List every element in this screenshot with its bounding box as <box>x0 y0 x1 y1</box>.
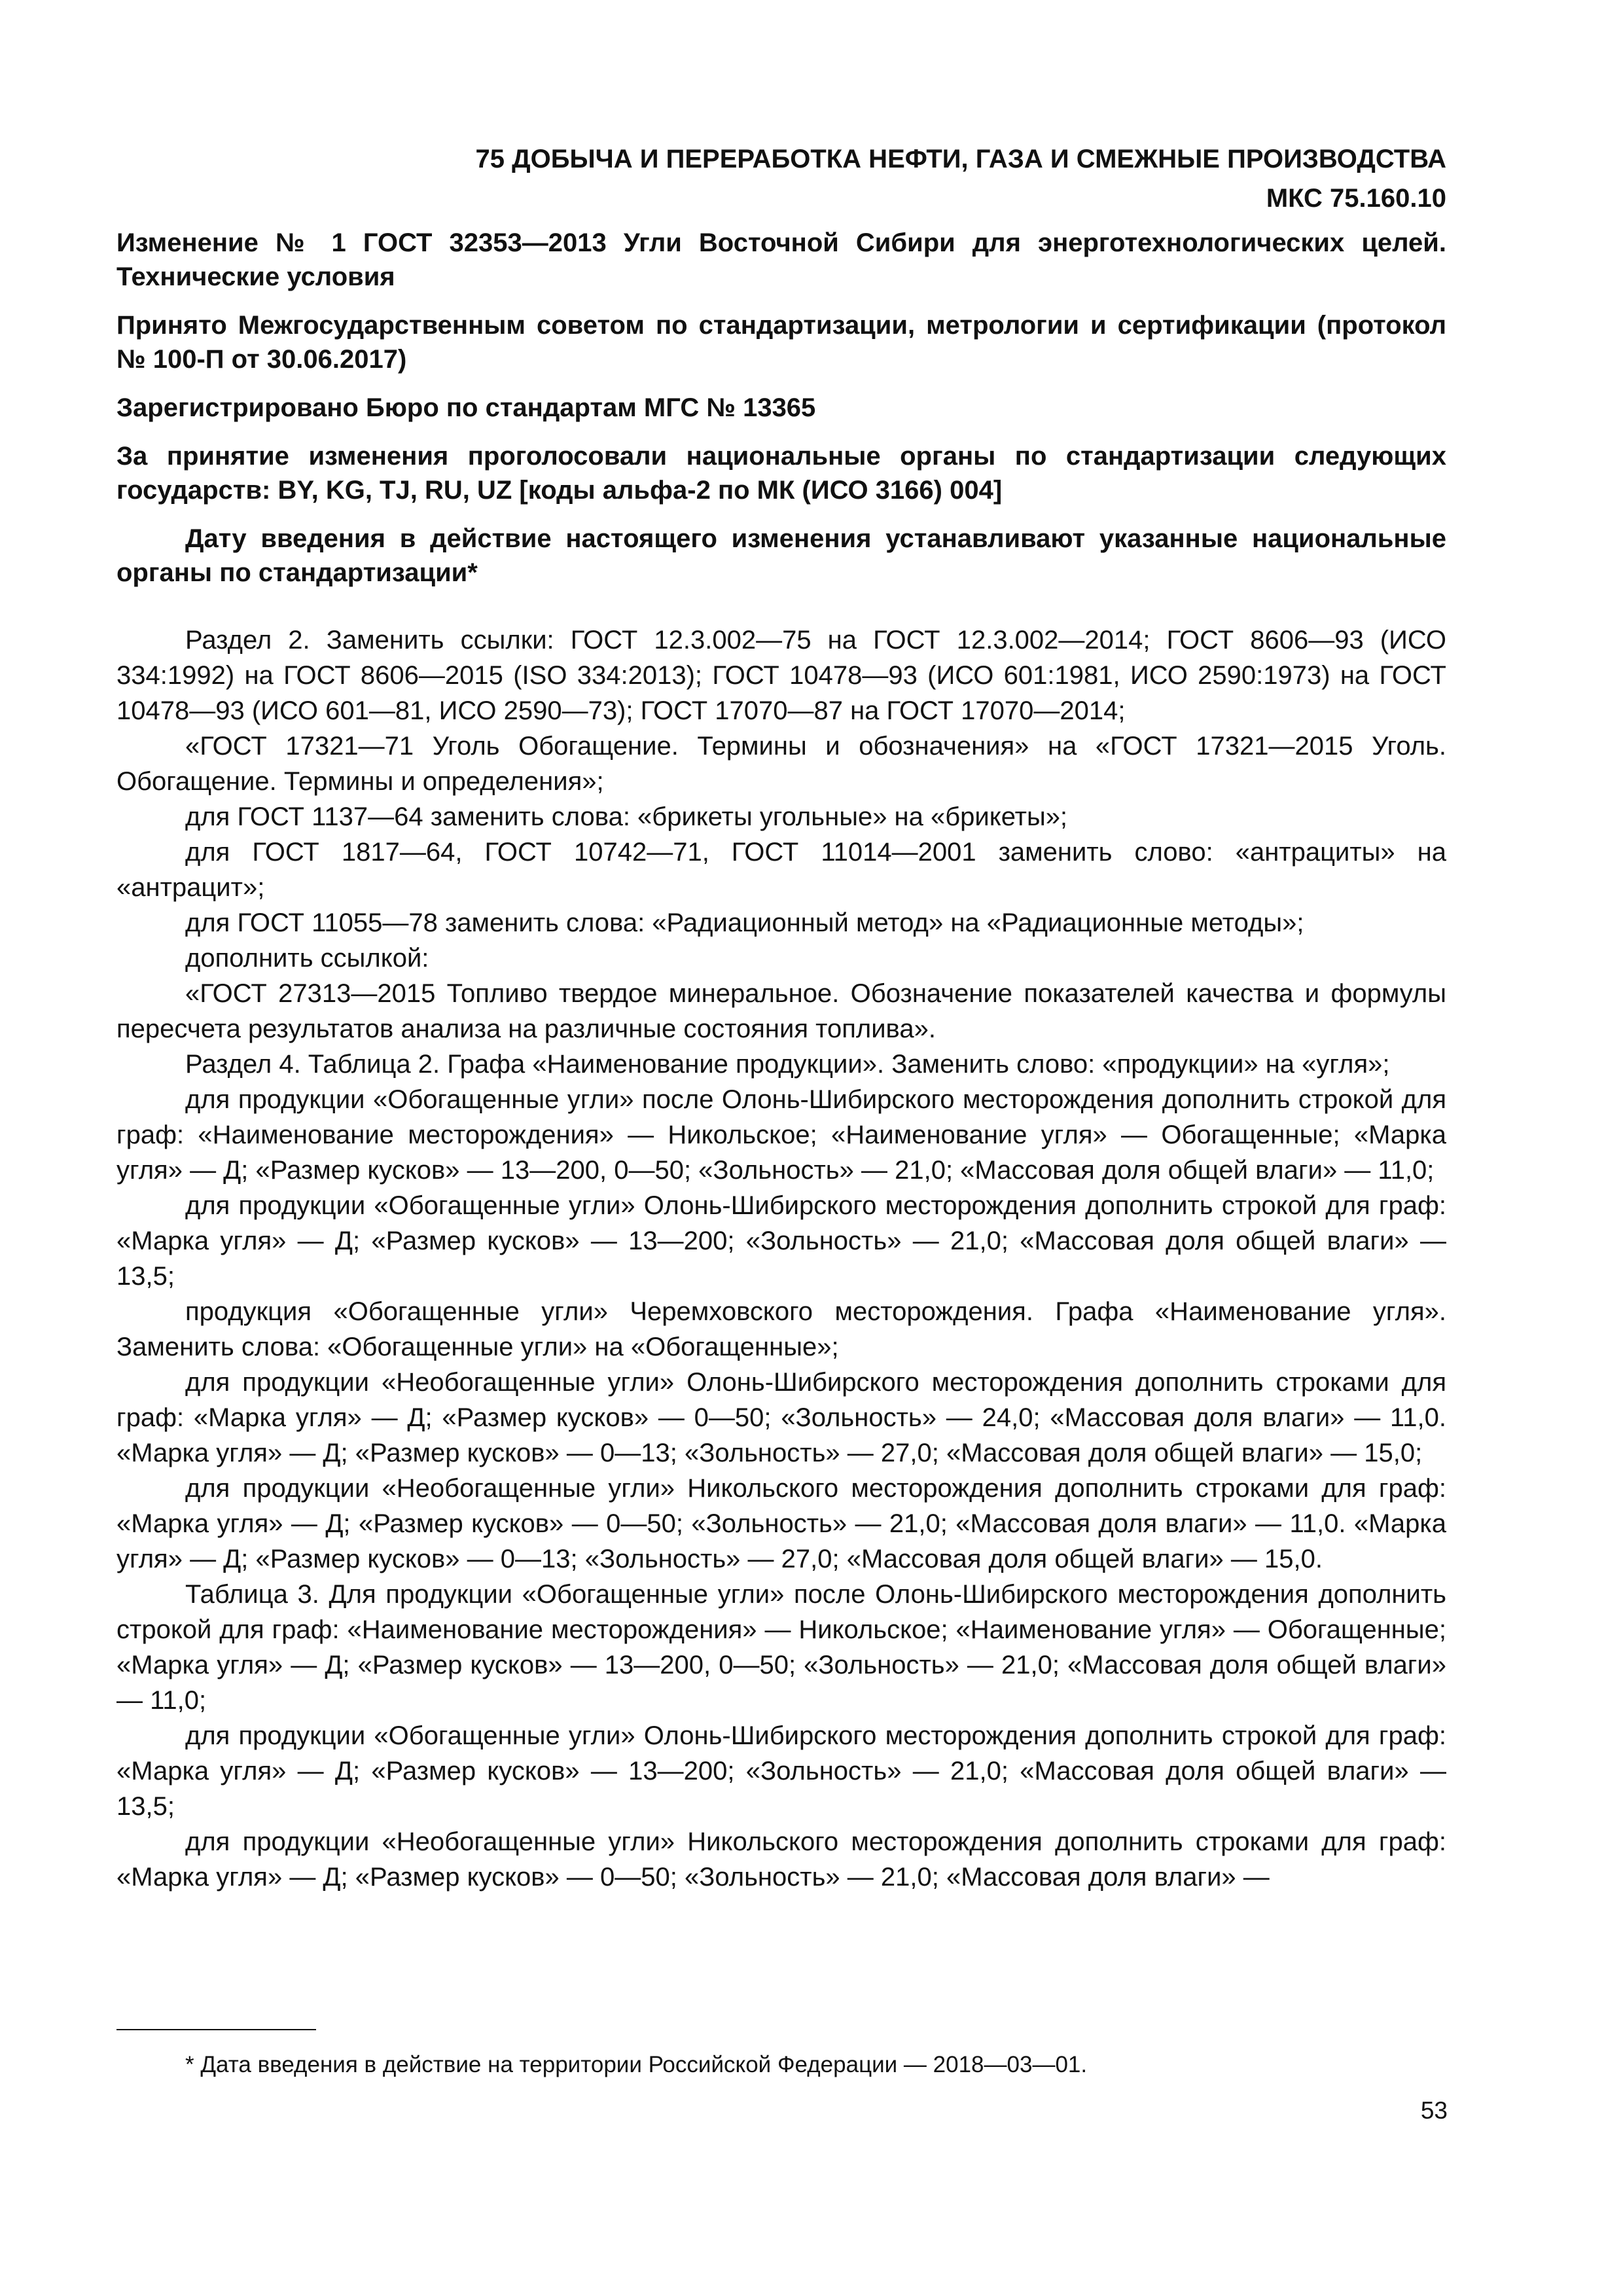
body-paragraph: для продукции «Необогащенные угли» Никольского месторождения дополнить строками для граф: «Марка угля» — Д; «Размер кусков» — 0—50; «Зольность» — 21,0; «Массовая доля влаги» — 11,0. «Марка угля» — Д; «Размер кусков» — 0—13; «Зольность» — 27,0; «Массовая доля общей влаги» — 15,0. <box>116 1474 1446 1573</box>
body-paragraph: для ГОСТ 11055—78 заменить слова: «Радиационный метод» на «Радиационные методы»; <box>185 908 1304 937</box>
body-paragraph: продукция «Обогащенные угли» Черемховского месторождения. Графа «Наименование угля». Заменить слова: «Обогащенные угли» на «Обогащенные»; <box>116 1297 1446 1361</box>
amendment-title: Изменение № 1 ГОСТ 32353—2013 Угли Восточной Сибири для энерготехнологических целей. Технические условия <box>116 228 1446 291</box>
page-number: 53 <box>1420 2097 1448 2124</box>
body-paragraph: для продукции «Обогащенные угли» Олонь-Шибирского месторождения дополнить строкой для граф: «Марка угля» — Д; «Размер кусков» — 13—200; «Зольность» — 21,0; «Массовая доля общей влаги» — 13,5; <box>116 1721 1446 1821</box>
body-paragraph: для продукции «Обогащенные угли» после Олонь-Шибирского месторождения дополнить строкой для граф: «Наименование месторождения» — Никольское; «Наименование угля» — Обогащенные; «Марка угля» — Д; «Размер кусков» — 13—200, 0—50; «Зольность» — 21,0; «Массовая доля общей влаги» — 11,0; <box>116 1085 1446 1185</box>
body-paragraph: Таблица 3. Для продукции «Обогащенные угли» после Олонь-Шибирского месторождения дополнить строкой для граф: «Наименование месторождения» — Никольское; «Наименование угля» — Обогащенные; «Марка угля» — Д; «Размер кусков» — 13—200, 0—50; «Зольность» — 21,0; «Массовая доля общей влаги» — 11,0; <box>116 1580 1446 1715</box>
body-paragraph: Раздел 4. Таблица 2. Графа «Наименование продукции». Заменить слово: «продукции» на «угля»; <box>185 1050 1390 1079</box>
body-paragraph: для ГОСТ 1817—64, ГОСТ 10742—71, ГОСТ 11014—2001 заменить слово: «антрациты» на «антрацит»; <box>116 838 1446 902</box>
body-paragraph: для продукции «Необогащенные угли» Никольского месторождения дополнить строками для граф: «Марка угля» — Д; «Размер кусков» — 0—50; «Зольность» — 21,0; «Массовая доля влаги» — <box>116 1827 1446 1892</box>
amendment-body <box>116 622 1446 1895</box>
voting-states: За принятие изменения проголосовали национальные органы по стандартизации следующих государств: BY, KG, TJ, RU, UZ [коды альфа-2 по МК (ИСО 3166) 004] <box>116 442 1446 505</box>
body-paragraph: для продукции «Необогащенные угли» Олонь-Шибирского месторождения дополнить строками для граф: «Марка угля» — Д; «Размер кусков» — 0—50; «Зольность» — 24,0; «Массовая доля влаги» — 11,0. «Марка угля» — Д; «Размер кусков» — 0—13; «Зольность» — 27,0; «Массовая доля общей влаги» — 15,0; <box>116 1368 1446 1467</box>
body-paragraph: «ГОСТ 17321—71 Уголь Обогащение. Термины и обозначения» на «ГОСТ 17321—2015 Уголь. Обогащение. Термины и определения»; <box>116 732 1446 796</box>
mks-code: МКС 75.160.10 <box>1266 184 1446 213</box>
body-paragraph: дополнить ссылкой: <box>185 944 429 973</box>
body-paragraph: Раздел 2. Заменить ссылки: ГОСТ 12.3.002—75 на ГОСТ 12.3.002—2014; ГОСТ 8606—93 (ИСО 334:1992) на ГОСТ 8606—2015 (ISO 334:2013); ГОСТ 10478—93 (ИСО 601:1981, ИСО 2590:1973) на ГОСТ 10478—93 (ИСО 601—81, ИСО 2590—73); ГОСТ 17070—87 на ГОСТ 17070—2014; <box>116 626 1446 725</box>
footnote-divider <box>116 2029 316 2030</box>
body-paragraph: для продукции «Обогащенные угли» Олонь-Шибирского месторождения дополнить строкой для граф: «Марка угля» — Д; «Размер кусков» — 13—200; «Зольность» — 21,0; «Массовая доля общей влаги» — 13,5; <box>116 1191 1446 1291</box>
body-paragraph: «ГОСТ 27313—2015 Топливо твердое минеральное. Обозначение показателей качества и формулы пересчета результатов анализа на различные состояния топлива». <box>116 979 1446 1043</box>
section-heading: 75 ДОБЫЧА И ПЕРЕРАБОТКА НЕФТИ, ГАЗА И СМЕЖНЫЕ ПРОИЗВОДСТВА <box>475 145 1446 173</box>
footnote: * Дата введения в действие на территории Российской Федерации — 2018—03—01. <box>185 2052 1088 2077</box>
registration: Зарегистрировано Бюро по стандартам МГС № 13365 <box>116 393 816 422</box>
effective-date-note: Дату введения в действие настоящего изменения устанавливают указанные национальные органы по стандартизации* <box>116 524 1446 587</box>
body-paragraph: для ГОСТ 1137—64 заменить слова: «брикеты угольные» на «брикеты»; <box>185 802 1068 831</box>
adopted-by: Принято Межгосударственным советом по стандартизации, метрологии и сертификации (протокол № 100-П от 30.06.2017) <box>116 311 1446 374</box>
document-page <box>116 141 1446 1895</box>
